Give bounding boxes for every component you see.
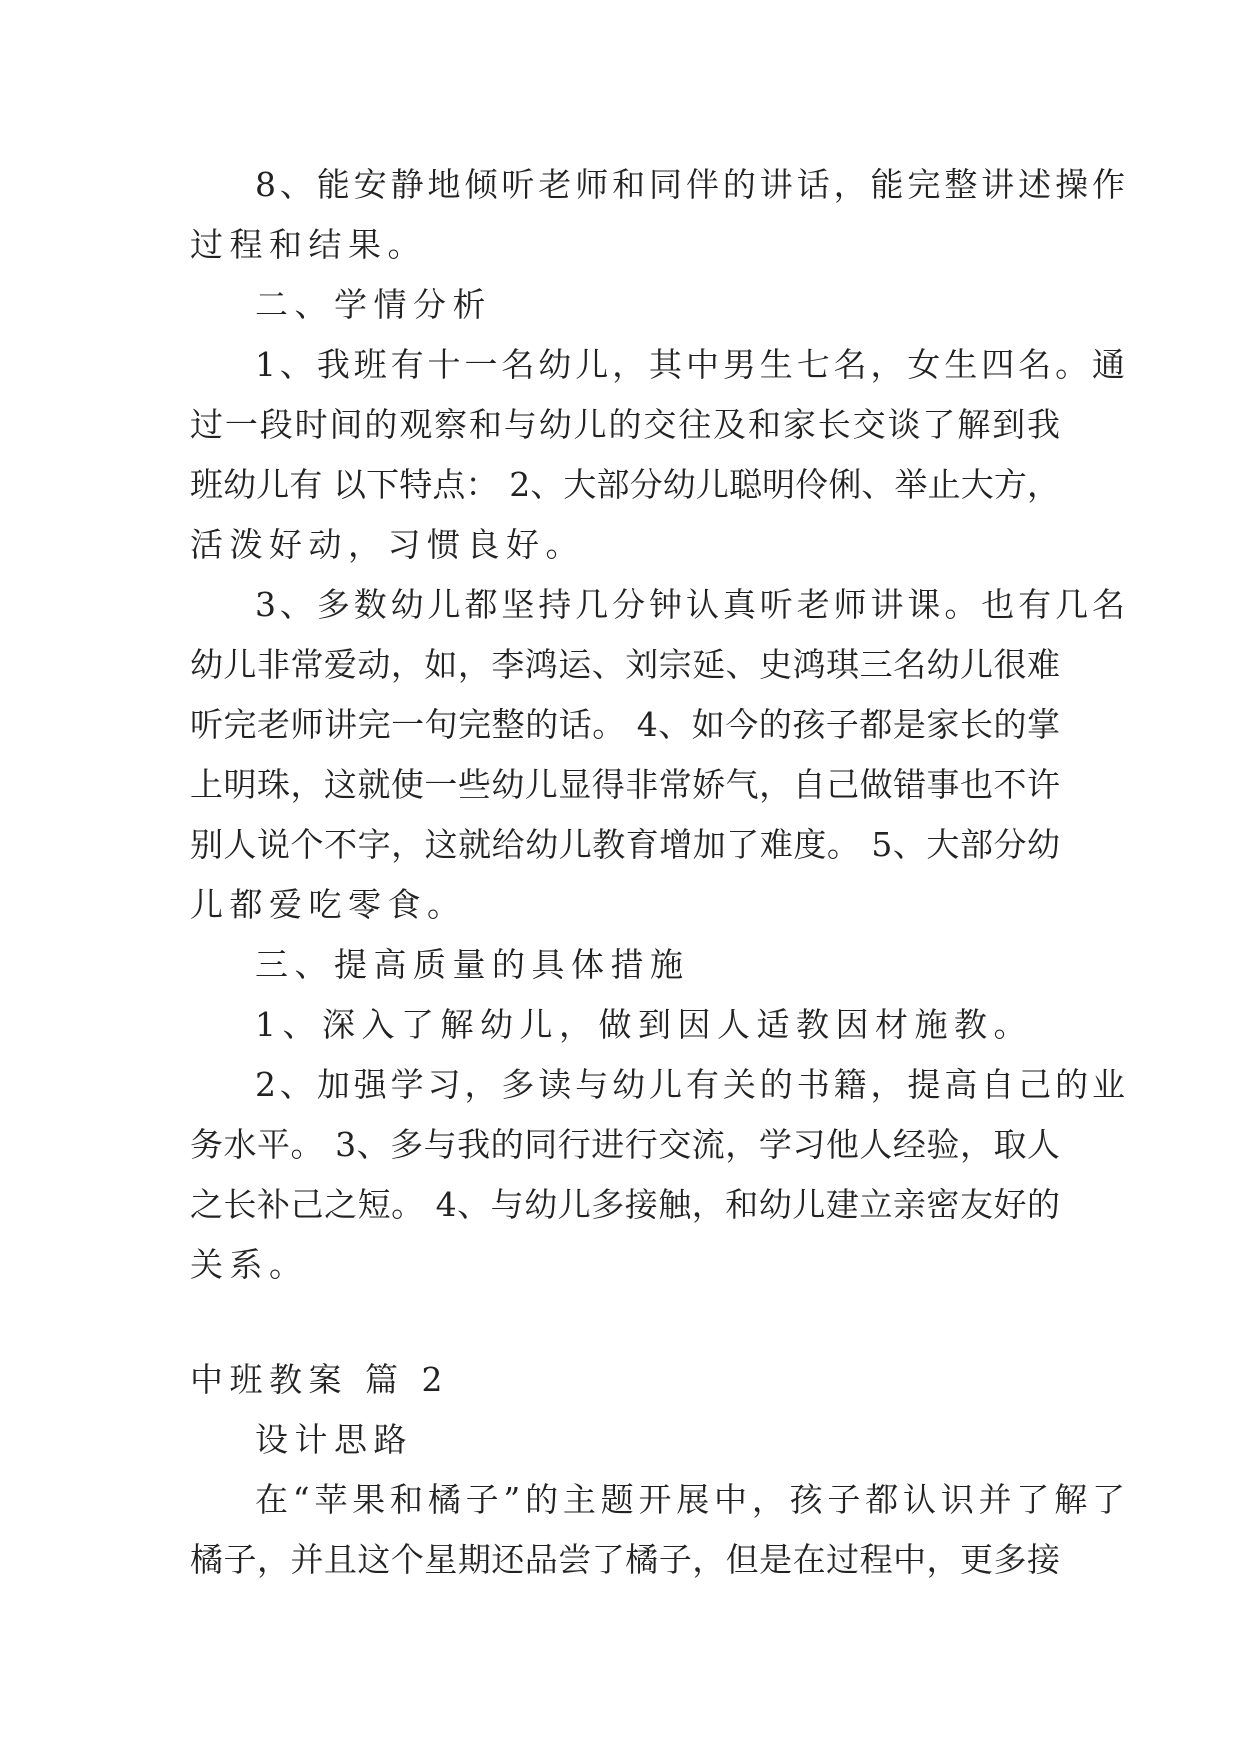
paragraph-line: 3、多数幼儿都坚持几分钟认真听老师讲课。也有几名 xyxy=(255,585,1125,624)
paragraph-line: 幼儿非常爱动，如，李鸿运、刘宗延、史鸿琪三名幼儿很难 xyxy=(190,645,1060,684)
section-heading: 设计思路 xyxy=(255,1420,413,1459)
paragraph-line: 1、我班有十一名幼儿，其中男生七名，女生四名。通 xyxy=(255,345,1125,384)
section-heading: 三、提高质量的具体措施 xyxy=(255,945,690,984)
paragraph-line: 在“苹果和橘子”的主题开展中，孩子都认识并了解了 xyxy=(255,1480,1125,1519)
paragraph-line: 1、深入了解幼儿，做到因人适教因材施教。 xyxy=(255,1005,1033,1044)
paragraph-line: 别人说个不字，这就给幼儿教育增加了难度。 5、大部分幼 xyxy=(190,825,1060,864)
paragraph-line: 2、加强学习，多读与幼儿有关的书籍，提高自己的业 xyxy=(255,1065,1125,1104)
paragraph-line: 听完老师讲完一句完整的话。 4、如今的孩子都是家长的掌 xyxy=(190,705,1060,744)
paragraph-line: 过一段时间的观察和与幼儿的交往及和家长交谈了解到我 xyxy=(190,405,1060,444)
paragraph-line: 班幼儿有 以下特点： 2、大部分幼儿聪明伶俐、举止大方， xyxy=(190,465,1060,504)
paragraph-line: 之长补己之短。 4、与幼儿多接触，和幼儿建立亲密友好的 xyxy=(190,1185,1060,1224)
paragraph-line: 儿都爱吃零食。 xyxy=(190,885,467,924)
paragraph-line: 务水平。 3、多与我的同行进行交流，学习他人经验，取人 xyxy=(190,1125,1060,1164)
paragraph-line: 过程和结果。 xyxy=(190,225,427,264)
paragraph-line: 橘子，并且这个星期还品尝了橘子，但是在过程中，更多接 xyxy=(190,1540,1060,1579)
lesson-title: 中班教案 篇 2 xyxy=(190,1360,449,1399)
paragraph-line: 8、能安静地倾听老师和同伴的讲话，能完整讲述操作 xyxy=(255,165,1125,204)
section-heading: 二、学情分析 xyxy=(255,285,492,324)
paragraph-line: 活泼好动，习惯良好。 xyxy=(190,525,585,564)
paragraph-line: 上明珠，这就使一些幼儿显得非常娇气，自己做错事也不许 xyxy=(190,765,1060,804)
paragraph-line: 关系。 xyxy=(190,1245,309,1284)
